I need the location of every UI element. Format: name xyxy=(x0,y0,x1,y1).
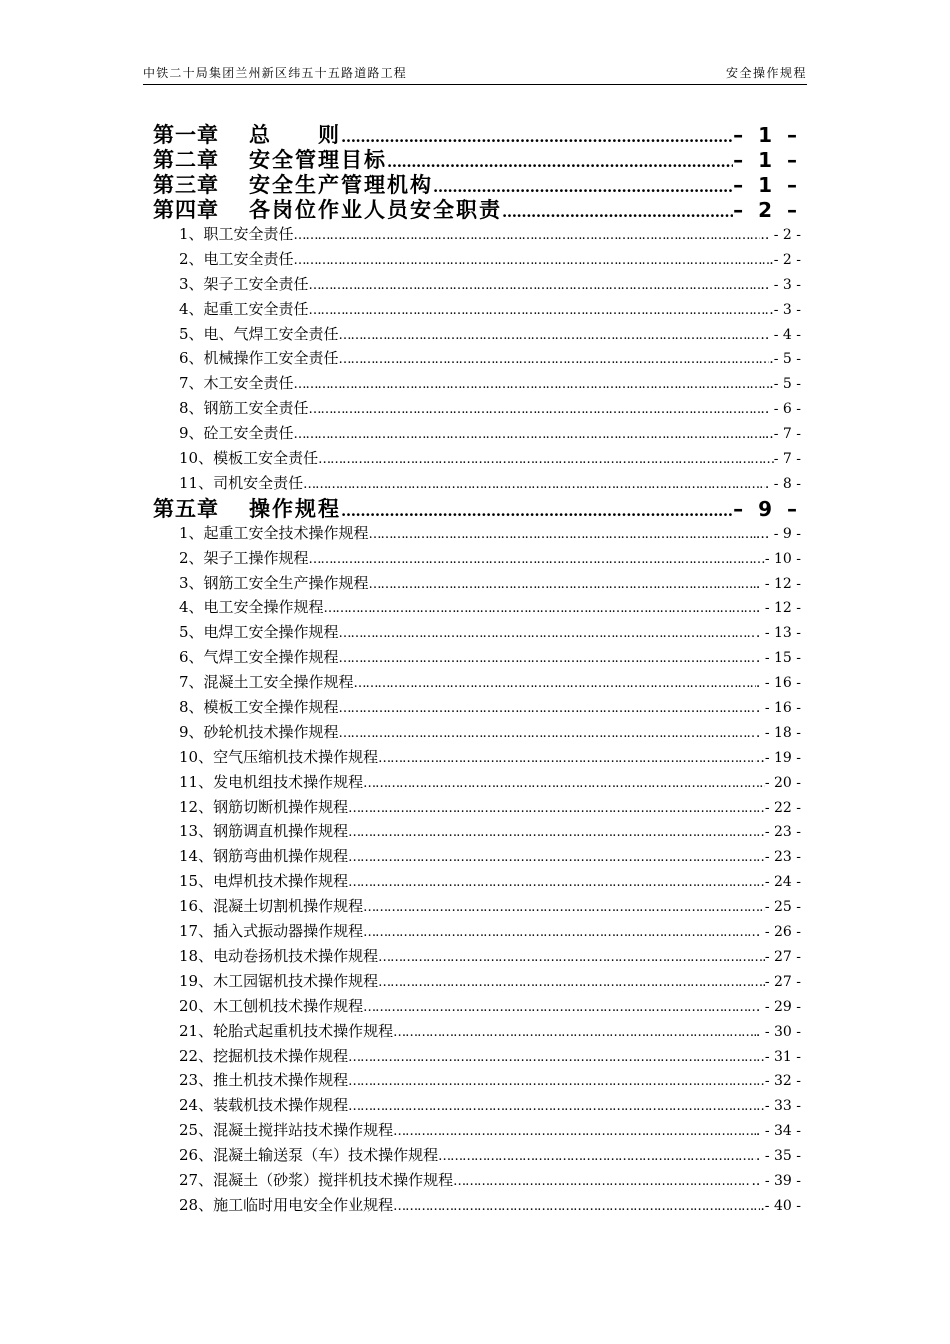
dot-leader xyxy=(339,348,770,373)
entry-title: 6、机械操作工安全责任 xyxy=(179,349,339,368)
chapter-name: 各岗位作业人员安全职责 xyxy=(249,197,502,222)
entry-title: 17、插入式振动器操作规程 xyxy=(179,922,364,941)
toc-entry[interactable] xyxy=(153,645,801,670)
entry-title: 10、空气压缩机技术操作规程 xyxy=(179,747,379,766)
chapter-number: 第五章 xyxy=(153,495,219,521)
entry-title: 3、钢筋工安全生产操作规程 xyxy=(179,573,369,592)
page-number: - 24 - xyxy=(764,874,801,891)
toc-entry[interactable] xyxy=(153,595,801,620)
dot-leader xyxy=(341,125,733,150)
dot-leader xyxy=(363,921,756,946)
page-number: .. - 39 - xyxy=(751,1172,801,1189)
page-number: - 7 - xyxy=(773,451,801,468)
entry-title: 16、混凝土切割机操作规程 xyxy=(179,897,364,916)
dot-leader xyxy=(348,871,765,896)
toc-chapter-1[interactable] xyxy=(153,122,801,147)
chapter-5-entries xyxy=(153,521,801,1218)
dot-leader xyxy=(309,398,761,423)
dot-leader xyxy=(354,672,756,697)
dot-leader xyxy=(318,448,774,473)
dot-leader xyxy=(369,523,756,548)
page-number: – 1 – xyxy=(733,123,801,147)
toc-entry[interactable] xyxy=(153,745,801,770)
page-number: ..- 19 - xyxy=(755,749,801,766)
entry-title: 1、起重工安全技术操作规程 xyxy=(179,523,369,542)
toc-chapter-5[interactable] xyxy=(153,496,801,521)
chapter-4-entries xyxy=(153,222,801,496)
toc-entry[interactable] xyxy=(153,819,801,844)
toc-entry[interactable] xyxy=(153,1093,801,1118)
dot-leader xyxy=(348,1070,765,1095)
entry-title: 26、混凝土输送泵（车）技术操作规程 xyxy=(179,1146,439,1165)
toc-entry[interactable] xyxy=(153,546,801,571)
toc-entry[interactable] xyxy=(153,1019,801,1044)
dot-leader xyxy=(363,772,765,797)
entry-title: 15、电焊机技术操作规程 xyxy=(179,872,349,891)
dot-leader xyxy=(378,946,765,971)
toc-entry[interactable] xyxy=(153,944,801,969)
page-number: . - 8 - xyxy=(764,475,801,492)
toc-entry[interactable] xyxy=(153,695,801,720)
page-header xyxy=(143,64,807,85)
entry-title: 24、装载机技术操作规程 xyxy=(179,1096,349,1115)
toc-entry[interactable] xyxy=(153,521,801,546)
dot-leader xyxy=(363,896,765,921)
entry-title: 11、司机安全责任 xyxy=(179,473,304,492)
toc-entry[interactable] xyxy=(153,247,801,272)
page-number: .. - 3 - xyxy=(760,276,801,293)
page-number: - 22 - xyxy=(764,799,801,816)
entry-title: 23、推土机技术操作规程 xyxy=(179,1071,349,1090)
page-number: .- 5 - xyxy=(769,376,801,393)
page-number: .- 40 - xyxy=(760,1197,801,1214)
toc-chapter-3[interactable] xyxy=(153,172,801,197)
entry-title: 28、施工临时用电安全作业规程 xyxy=(179,1195,394,1214)
page-number: . - 35 - xyxy=(755,1148,801,1165)
toc-entry[interactable] xyxy=(153,969,801,994)
dot-leader xyxy=(348,821,765,846)
entry-title: 5、电、气焊工安全责任 xyxy=(179,324,339,343)
page-number: . - 16 - xyxy=(755,675,801,692)
page-number: – 1 – xyxy=(733,173,801,197)
entry-title: 3、架子工安全责任 xyxy=(179,274,309,293)
entry-title: 27、混凝土（砂浆）搅拌机技术操作规程 xyxy=(179,1170,454,1189)
chapter-number: 第四章 xyxy=(153,197,219,222)
page-number: .- 3 - xyxy=(769,301,801,318)
chapter-name: 总 则 xyxy=(249,122,341,147)
dot-leader xyxy=(339,622,756,647)
dot-leader xyxy=(339,697,756,722)
page-number: . - 30 - xyxy=(755,1023,801,1040)
entry-title: 1、职工安全责任 xyxy=(179,225,294,243)
dot-leader xyxy=(378,747,756,772)
page-number: ... - 9 - xyxy=(755,525,801,542)
dot-leader xyxy=(393,1120,756,1145)
entry-title: 12、钢筋切断机操作规程 xyxy=(179,797,349,816)
toc-entry[interactable] xyxy=(153,371,801,396)
page-number: ..- 7 - xyxy=(764,426,801,443)
dot-leader xyxy=(369,573,756,598)
toc-entry[interactable] xyxy=(153,346,801,371)
dot-leader xyxy=(309,548,765,573)
page-number: . - 12 - xyxy=(755,600,801,617)
page-number: .. - 2 - xyxy=(760,227,801,243)
page-number: . - 16 - xyxy=(755,700,801,717)
page-number: - 23 - xyxy=(764,849,801,866)
page-number: - 32 - xyxy=(764,1073,801,1090)
chapter-number: 第三章 xyxy=(153,172,219,197)
toc-entry[interactable] xyxy=(153,1193,801,1218)
page-number: .- 2 - xyxy=(769,251,801,268)
chapter-number: 第二章 xyxy=(153,147,219,172)
entry-title: 25、混凝土搅拌站技术操作规程 xyxy=(179,1121,394,1140)
header-document-title: 安全操作规程 xyxy=(725,66,807,80)
entry-title: 10、模板工安全责任 xyxy=(179,449,319,468)
toc-entry[interactable] xyxy=(153,322,801,347)
chapter-name: 操作规程 xyxy=(249,495,341,521)
page-number: - 33 - xyxy=(764,1098,801,1115)
toc-entry[interactable] xyxy=(153,446,801,471)
toc-entry[interactable] xyxy=(153,272,801,297)
dot-leader xyxy=(324,597,756,622)
page-number: - 31 - xyxy=(764,1048,801,1065)
entry-title: 20、木工刨机技术操作规程 xyxy=(179,996,364,1015)
toc-entry[interactable] xyxy=(153,1068,801,1093)
toc-entry[interactable] xyxy=(153,1044,801,1069)
entry-title: 7、混凝土工安全操作规程 xyxy=(179,673,354,692)
entry-title: 14、钢筋弯曲机操作规程 xyxy=(179,847,349,866)
entry-title: 7、木工安全责任 xyxy=(179,374,294,393)
entry-title: 22、挖掘机技术操作规程 xyxy=(179,1046,349,1065)
toc-entry[interactable] xyxy=(153,620,801,645)
toc-entry[interactable] xyxy=(153,396,801,421)
page-number: - 27 - xyxy=(764,973,801,990)
dot-leader xyxy=(502,200,733,225)
page-number: .- 5 - xyxy=(769,351,801,368)
toc-entry[interactable] xyxy=(153,844,801,869)
toc-entry[interactable] xyxy=(153,1168,801,1193)
toc-entry[interactable] xyxy=(153,919,801,944)
dot-leader xyxy=(393,1195,760,1220)
entry-title: 8、钢筋工安全责任 xyxy=(179,399,309,418)
toc-entry[interactable] xyxy=(153,297,801,322)
toc-entry[interactable] xyxy=(153,222,801,247)
dot-leader xyxy=(438,1145,756,1170)
page-number: . - 15 - xyxy=(755,650,801,667)
dot-leader xyxy=(363,996,756,1021)
entry-title: 4、起重工安全责任 xyxy=(179,299,309,318)
dot-leader xyxy=(387,150,733,175)
page-number: - 27 - xyxy=(764,948,801,965)
page-number: .. - 6 - xyxy=(760,401,801,418)
toc-entry[interactable] xyxy=(153,894,801,919)
dot-leader xyxy=(303,473,765,498)
entry-title: 6、气焊工安全操作规程 xyxy=(179,648,339,667)
dot-leader xyxy=(294,249,770,274)
toc-entry[interactable] xyxy=(153,994,801,1019)
toc-chapter-4[interactable] xyxy=(153,197,801,222)
dot-leader xyxy=(348,846,765,871)
page-number: – 1 – xyxy=(733,148,801,172)
dot-leader xyxy=(393,1021,756,1046)
dot-leader xyxy=(339,722,756,747)
table-of-contents xyxy=(153,122,801,1218)
chapter-number: 第一章 xyxy=(153,122,219,147)
toc-entry[interactable] xyxy=(153,869,801,894)
dot-leader xyxy=(309,299,770,324)
dot-leader xyxy=(339,324,761,349)
dot-leader xyxy=(294,224,761,249)
page-number: .. - 4 - xyxy=(760,326,801,343)
dot-leader xyxy=(339,647,756,672)
toc-entry[interactable] xyxy=(153,770,801,795)
dot-leader xyxy=(341,499,733,524)
toc-entry[interactable] xyxy=(153,670,801,695)
entry-title: 5、电焊工安全操作规程 xyxy=(179,623,339,642)
entry-title: 18、电动卷扬机技术操作规程 xyxy=(179,946,379,965)
chapter-name: 安全管理目标 xyxy=(249,147,387,172)
toc-entry[interactable] xyxy=(153,795,801,820)
dot-leader xyxy=(309,274,761,299)
page-number: . - 18 - xyxy=(755,724,801,741)
entry-title: 19、木工园锯机技术操作规程 xyxy=(179,971,379,990)
page-number: . - 26 - xyxy=(755,924,801,941)
page-number: - 20 - xyxy=(764,774,801,791)
page-number: – 9 – xyxy=(733,496,801,521)
dot-leader xyxy=(348,1095,765,1120)
header-project-name: 中铁二十局集团兰州新区纬五十五路道路工程 xyxy=(143,66,408,80)
page-number: . - 29 - xyxy=(755,998,801,1015)
page-number: - 10 - xyxy=(764,550,801,567)
entry-title: 8、模板工安全操作规程 xyxy=(179,698,339,717)
page-number: - 23 - xyxy=(764,824,801,841)
page-number: . - 13 - xyxy=(755,625,801,642)
page-number: – 2 – xyxy=(733,198,801,222)
dot-leader xyxy=(348,797,765,822)
page-number: - 25 - xyxy=(764,899,801,916)
toc-entry[interactable] xyxy=(153,471,801,496)
toc-entry[interactable] xyxy=(153,1143,801,1168)
dot-leader xyxy=(294,423,765,448)
entry-title: 9、砂轮机技术操作规程 xyxy=(179,722,339,741)
toc-chapter-2[interactable] xyxy=(153,147,801,172)
dot-leader xyxy=(294,373,770,398)
entry-title: 2、架子工操作规程 xyxy=(179,548,309,567)
toc-entry[interactable] xyxy=(153,421,801,446)
page-number: . - 34 - xyxy=(755,1123,801,1140)
entry-title: 13、钢筋调直机操作规程 xyxy=(179,822,349,841)
chapter-name: 安全生产管理机构 xyxy=(249,172,433,197)
entry-title: 11、发电机组技术操作规程 xyxy=(179,772,364,791)
dot-leader xyxy=(348,1046,765,1071)
entry-title: 9、砼工安全责任 xyxy=(179,424,294,443)
dot-leader xyxy=(453,1170,751,1195)
dot-leader xyxy=(378,971,765,996)
page-number: . - 12 - xyxy=(755,575,801,592)
entry-title: 2、电工安全责任 xyxy=(179,249,294,268)
toc-entry[interactable] xyxy=(153,571,801,596)
entry-title: 21、轮胎式起重机技术操作规程 xyxy=(179,1021,394,1040)
toc-entry[interactable] xyxy=(153,1118,801,1143)
toc-entry[interactable] xyxy=(153,720,801,745)
entry-title: 4、电工安全操作规程 xyxy=(179,598,324,617)
